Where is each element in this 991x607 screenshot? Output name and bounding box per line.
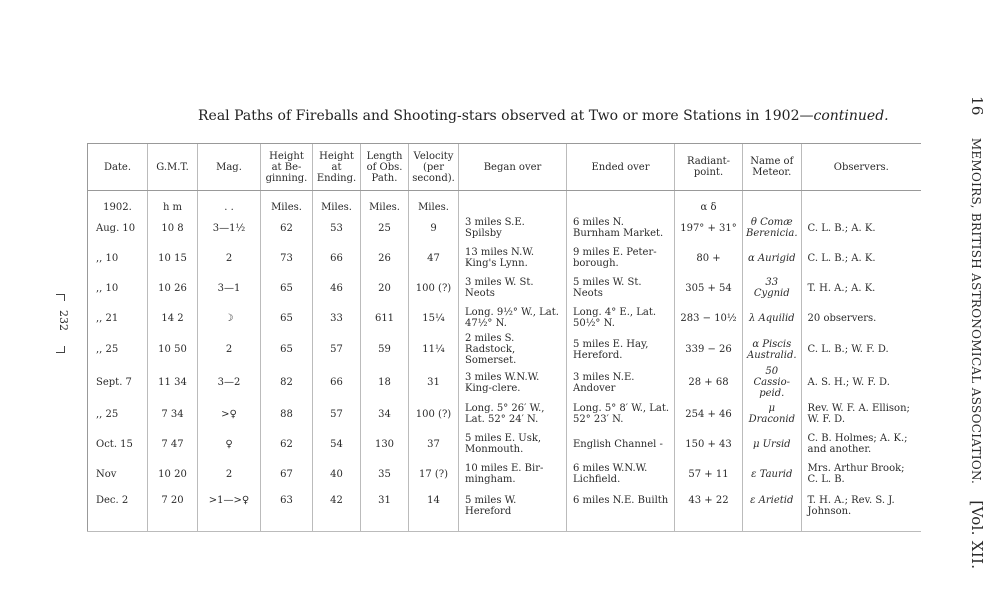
ended-over-cell: English Channel - — [567, 429, 675, 459]
date-cell: Nov — [88, 459, 148, 489]
unit-miles: Miles. — [409, 191, 459, 214]
gmt-cell: 10 8 — [148, 213, 198, 243]
date-cell: Aug. 10 — [88, 213, 148, 243]
began-over-cell: Long. 5° 26′ W., Lat. 52° 24′ N. — [459, 399, 567, 429]
height-begin-cell: 82 — [261, 366, 313, 399]
ended-over-cell: 9 miles E. Peter- borough. — [567, 243, 675, 273]
velocity-cell: 100 (?) — [409, 399, 459, 429]
table-row — [88, 399, 922, 429]
height-end-cell: 46 — [313, 273, 361, 303]
bracket-top — [56, 294, 65, 301]
observers-cell: C. L. B.; A. K. — [801, 213, 921, 243]
mag-cell: >1—>♀ — [198, 489, 261, 532]
length-cell: 26 — [361, 243, 409, 273]
meteor-name-cell: α Aurigid — [743, 243, 802, 273]
date-cell: ,, 10 — [88, 273, 148, 303]
length-cell: 18 — [361, 366, 409, 399]
length-cell: 130 — [361, 429, 409, 459]
radiant-cell: 43 + 22 — [675, 489, 743, 532]
height-begin-cell: 73 — [261, 243, 313, 273]
ended-over-cell: 6 miles N.E. Builth — [567, 489, 675, 532]
mag-cell: ☽ — [198, 303, 261, 333]
observers-cell: C. L. B.; W. F. D. — [801, 333, 921, 366]
velocity-cell: 14 — [409, 489, 459, 532]
date-cell: Dec. 2 — [88, 489, 148, 532]
page-number-232: 232 — [57, 310, 70, 331]
length-cell: 59 — [361, 333, 409, 366]
units-row — [88, 191, 922, 214]
length-cell: 34 — [361, 399, 409, 429]
height-end-cell: 33 — [313, 303, 361, 333]
meteor-name-cell: 33 Cygnid — [743, 273, 802, 303]
meteor-name-cell: μ Ursid — [743, 429, 802, 459]
table-row — [88, 429, 922, 459]
col-observers: Observers. — [801, 144, 921, 191]
radiant-cell: 150 + 43 — [675, 429, 743, 459]
velocity-cell: 100 (?) — [409, 273, 459, 303]
began-over-cell: 10 miles E. Bir- mingham. — [459, 459, 567, 489]
date-cell: ,, 25 — [88, 333, 148, 366]
unit-year: 1902. — [88, 191, 148, 214]
observers-cell: 20 observers. — [801, 303, 921, 333]
height-begin-cell: 67 — [261, 459, 313, 489]
mag-cell: 3—1 — [198, 273, 261, 303]
col-length: Length of Obs. Path. — [361, 144, 409, 191]
col-ended: Ended over — [567, 144, 675, 191]
ended-over-cell: 6 miles N. Burnham Market. — [567, 213, 675, 243]
began-over-cell: 5 miles W. Hereford — [459, 489, 567, 532]
journal-name: MEMOIRS, BRITISH ASTRONOMICAL ASSOCIATION. — [969, 137, 983, 485]
mag-cell: 2 — [198, 333, 261, 366]
radiant-cell: 283 − 10½ — [675, 303, 743, 333]
date-cell: Sept. 7 — [88, 366, 148, 399]
ended-over-cell: 5 miles W. St. Neots — [567, 273, 675, 303]
began-over-cell: 2 miles S. Radstock, Somerset. — [459, 333, 567, 366]
height-end-cell: 57 — [313, 399, 361, 429]
height-begin-cell: 65 — [261, 333, 313, 366]
meteor-name-cell: θ Comæ Berenicia. — [743, 213, 802, 243]
date-cell: ,, 25 — [88, 399, 148, 429]
table-row — [88, 489, 922, 532]
length-cell: 20 — [361, 273, 409, 303]
radiant-cell: 80 + — [675, 243, 743, 273]
observers-cell: Rev. W. F. A. Ellison; W. F. D. — [801, 399, 921, 429]
col-velocity: Velocity (per second). — [409, 144, 459, 191]
observers-cell: T. H. A.; A. K. — [801, 273, 921, 303]
col-name: Name of Meteor. — [743, 144, 802, 191]
table-row — [88, 333, 922, 366]
ended-over-cell: 5 miles E. Hay, Hereford. — [567, 333, 675, 366]
title-text: Real Paths of Fireballs and Shooting-stars observed at Two or more Stations in 1902— — [198, 108, 814, 124]
table-row — [88, 366, 922, 399]
ended-over-cell: Long. 5° 8′ W., Lat. 52° 23′ N. — [567, 399, 675, 429]
height-end-cell: 40 — [313, 459, 361, 489]
unit-hm: h m — [148, 191, 198, 214]
height-begin-cell: 62 — [261, 429, 313, 459]
velocity-cell: 15¼ — [409, 303, 459, 333]
gmt-cell: 10 50 — [148, 333, 198, 366]
gmt-cell: 10 20 — [148, 459, 198, 489]
title-continued: continued. — [813, 108, 889, 124]
unit-mag: . . — [198, 191, 261, 214]
ended-over-cell: 3 miles N.E. Andover — [567, 366, 675, 399]
ended-over-cell: 6 miles W.N.W. Lichfield. — [567, 459, 675, 489]
height-end-cell: 42 — [313, 489, 361, 532]
gmt-cell: 11 34 — [148, 366, 198, 399]
col-date: Date. — [88, 144, 148, 191]
observers-cell: T. H. A.; Rev. S. J. Johnson. — [801, 489, 921, 532]
height-begin-cell: 63 — [261, 489, 313, 532]
velocity-cell: 9 — [409, 213, 459, 243]
meteor-name-cell: μ Draconid — [743, 399, 802, 429]
mag-cell: 2 — [198, 459, 261, 489]
began-over-cell: 3 miles W. St. Neots — [459, 273, 567, 303]
velocity-cell: 47 — [409, 243, 459, 273]
col-height-end: Height at Ending. — [313, 144, 361, 191]
radiant-cell: 28 + 68 — [675, 366, 743, 399]
unit-miles: Miles. — [361, 191, 409, 214]
velocity-cell: 11¼ — [409, 333, 459, 366]
began-over-cell: 5 miles E. Usk, Monmouth. — [459, 429, 567, 459]
height-end-cell: 66 — [313, 243, 361, 273]
observers-cell: A. S. H.; W. F. D. — [801, 366, 921, 399]
gmt-cell: 7 20 — [148, 489, 198, 532]
unit-blank — [567, 191, 675, 214]
unit-blank — [743, 191, 802, 214]
height-begin-cell: 88 — [261, 399, 313, 429]
header-row — [88, 144, 922, 191]
height-begin-cell: 62 — [261, 213, 313, 243]
col-gmt: G.M.T. — [148, 144, 198, 191]
col-height-begin: Height at Be- ginning. — [261, 144, 313, 191]
date-cell: ,, 21 — [88, 303, 148, 333]
length-cell: 25 — [361, 213, 409, 243]
radiant-cell: 197° + 31° — [675, 213, 743, 243]
col-began: Began over — [459, 144, 567, 191]
radiant-cell: 339 − 26 — [675, 333, 743, 366]
observers-cell: C. B. Holmes; A. K.; and another. — [801, 429, 921, 459]
meteor-name-cell: ε Taurid — [743, 459, 802, 489]
page-number: 16 — [968, 96, 986, 116]
col-mag: Mag. — [198, 144, 261, 191]
unit-blank — [459, 191, 567, 214]
unit-miles: Miles. — [261, 191, 313, 214]
mag-cell: 3—1½ — [198, 213, 261, 243]
table-row — [88, 303, 922, 333]
mag-cell: ♀ — [198, 429, 261, 459]
height-begin-cell: 65 — [261, 303, 313, 333]
velocity-cell: 17 (?) — [409, 459, 459, 489]
left-margin-page-number — [52, 290, 72, 360]
began-over-cell: 3 miles S.E. Spilsby — [459, 213, 567, 243]
height-end-cell: 54 — [313, 429, 361, 459]
fireball-table — [87, 143, 921, 532]
table-row — [88, 273, 922, 303]
unit-blank — [801, 191, 921, 214]
began-over-cell: 3 miles W.N.W. King-clere. — [459, 366, 567, 399]
meteor-name-cell: α Piscis Australid. — [743, 333, 802, 366]
observers-cell: Mrs. Arthur Brook; C. L. B. — [801, 459, 921, 489]
length-cell: 35 — [361, 459, 409, 489]
height-end-cell: 53 — [313, 213, 361, 243]
length-cell: 611 — [361, 303, 409, 333]
date-cell: ,, 10 — [88, 243, 148, 273]
table-row — [88, 243, 922, 273]
bracket-bottom — [56, 346, 65, 353]
volume-label: [Vol. XII. — [968, 500, 986, 570]
height-end-cell: 66 — [313, 366, 361, 399]
unit-alpha-delta: α δ — [675, 191, 743, 214]
mag-cell: 2 — [198, 243, 261, 273]
observers-cell: C. L. B.; A. K. — [801, 243, 921, 273]
mag-cell: 3—2 — [198, 366, 261, 399]
mag-cell: >♀ — [198, 399, 261, 429]
velocity-cell: 37 — [409, 429, 459, 459]
gmt-cell: 14 2 — [148, 303, 198, 333]
radiant-cell: 57 + 11 — [675, 459, 743, 489]
date-cell: Oct. 15 — [88, 429, 148, 459]
gmt-cell: 7 34 — [148, 399, 198, 429]
gmt-cell: 10 15 — [148, 243, 198, 273]
radiant-cell: 305 + 54 — [675, 273, 743, 303]
velocity-cell: 31 — [409, 366, 459, 399]
gmt-cell: 7 47 — [148, 429, 198, 459]
radiant-cell: 254 + 46 — [675, 399, 743, 429]
ended-over-cell: Long. 4° E., Lat. 50½° N. — [567, 303, 675, 333]
began-over-cell: Long. 9½° W., Lat. 47½° N. — [459, 303, 567, 333]
gmt-cell: 10 26 — [148, 273, 198, 303]
began-over-cell: 13 miles N.W. King's Lynn. — [459, 243, 567, 273]
table-row — [88, 213, 922, 243]
height-begin-cell: 65 — [261, 273, 313, 303]
meteor-name-cell: λ Aquilid — [743, 303, 802, 333]
meteor-name-cell: ε Arietid — [743, 489, 802, 532]
table-row — [88, 459, 922, 489]
table-title — [198, 108, 889, 124]
height-end-cell: 57 — [313, 333, 361, 366]
meteor-name-cell: 50 Cassio- peid. — [743, 366, 802, 399]
running-head — [966, 96, 986, 570]
length-cell: 31 — [361, 489, 409, 532]
col-radiant: Radiant- point. — [675, 144, 743, 191]
unit-miles: Miles. — [313, 191, 361, 214]
